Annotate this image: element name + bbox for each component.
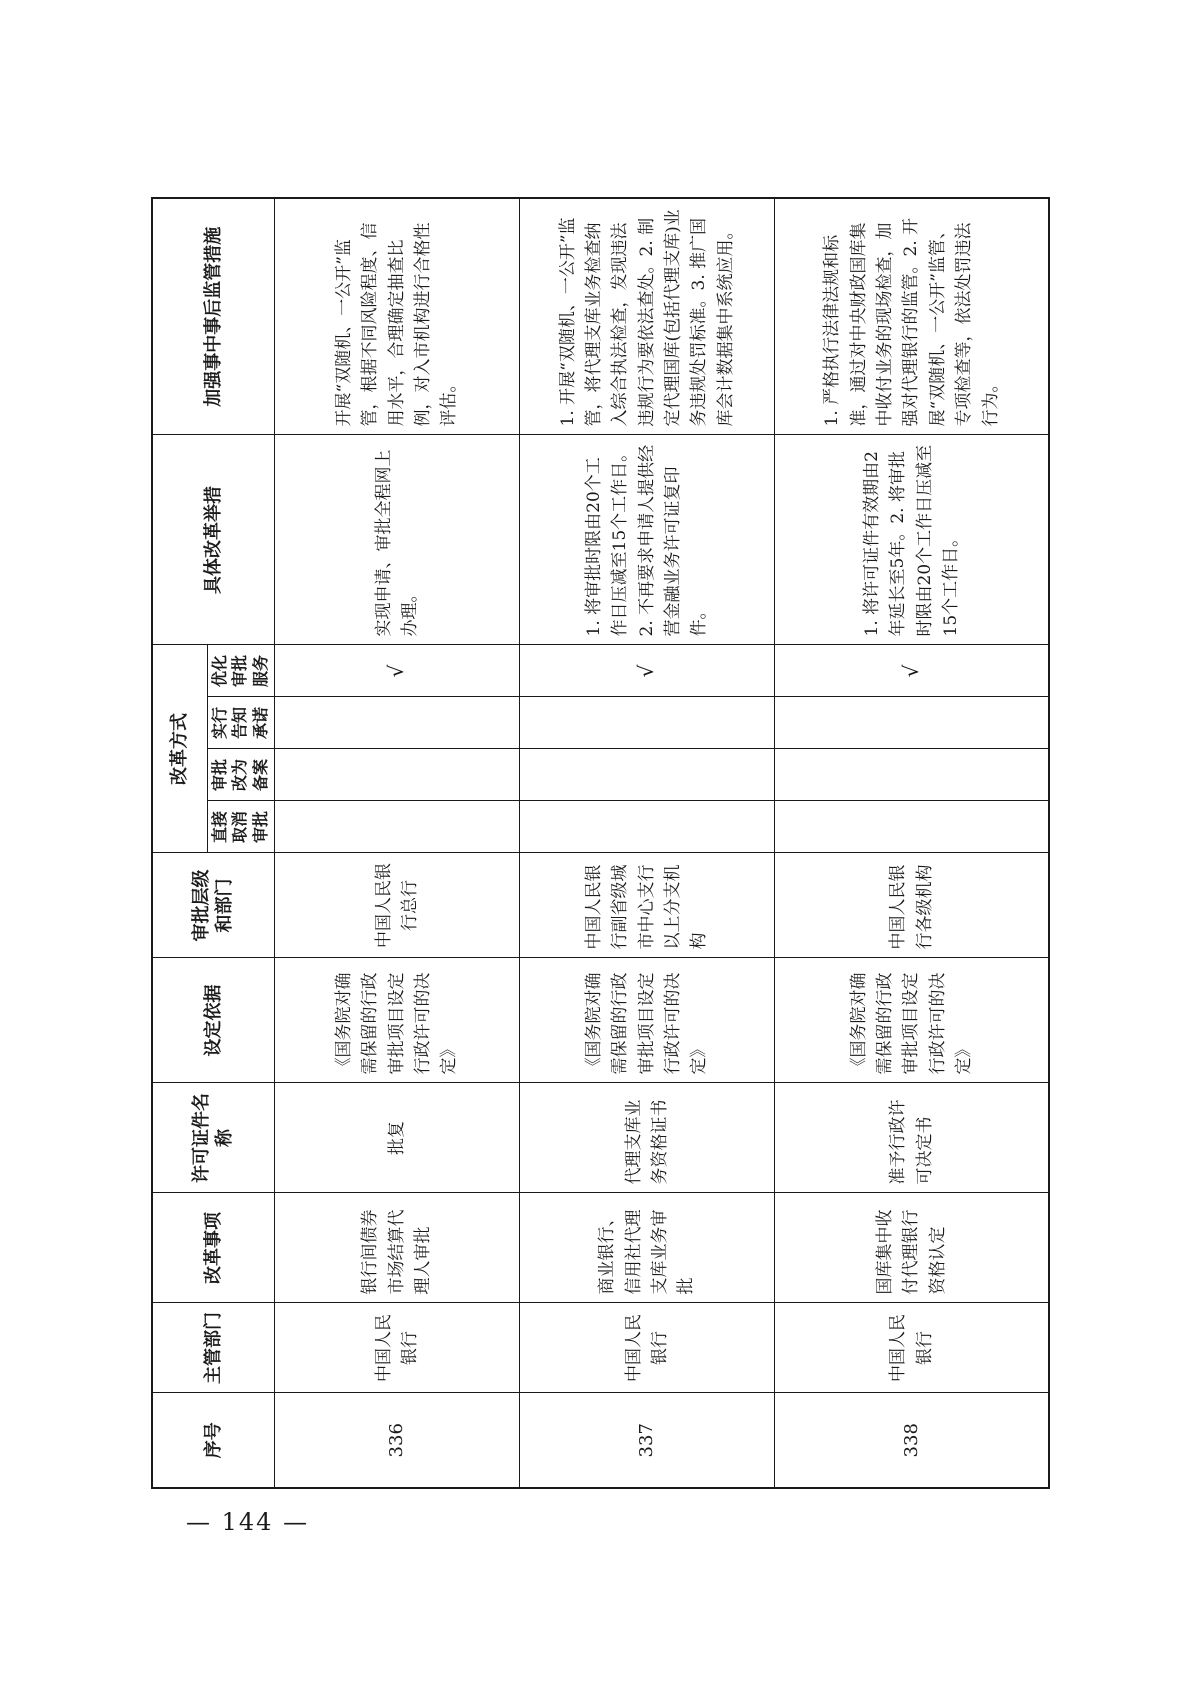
cell-license: 代理支库业务资格证书 <box>519 1083 774 1193</box>
cell-mode-notify <box>774 697 1049 749</box>
cell-item: 商业银行、信用社代理支库业务审批 <box>519 1193 774 1303</box>
cell-mode-filing <box>519 749 774 801</box>
cell-supervision: 开展“双随机、一公开”监管，根据不同风险程度、信用水平，合理确定抽查比例，对入市机构进行合格性评估。 <box>274 198 519 435</box>
cell-mode-notify <box>519 697 774 749</box>
cell-supervision: 1. 严格执行法律法规和标准，通过对中央财政国库集中收付业务的现场检查，加强对代理银行的监管。2. 开展“双随机、一公开”监管、专项检查等，依法处罚违法行为。 <box>774 198 1049 435</box>
cell-mode-filing <box>274 749 519 801</box>
cell-mode-optimize: √ <box>774 645 1049 697</box>
cell-measures: 1. 将许可证件有效期由2年延长至5年。2. 将审批时限由20个工作日压减至15个工作日。 <box>774 435 1049 645</box>
cell-mode-filing <box>774 749 1049 801</box>
cell-mode-optimize: √ <box>519 645 774 697</box>
table-row <box>519 198 774 1488</box>
cell-seq: 338 <box>774 1393 1049 1488</box>
header-dept: 主管部门 <box>152 1303 274 1393</box>
cell-dept: 中国人民银行 <box>519 1303 774 1393</box>
header-mode-filing: 审批改为备案 <box>207 749 274 801</box>
cell-level: 中国人民银行总行 <box>274 853 519 958</box>
header-level: 审批层级和部门 <box>152 853 274 958</box>
cell-measures: 1. 将审批时限由20个工作日压减至15个工作日。2. 不再要求申请人提供经营金融业务许可证复印件。 <box>519 435 774 645</box>
cell-supervision: 1. 开展“双随机、一公开”监管，将代理支库业务检查纳入综合执法检查，发现违法违规行为要依法查处。2. 制定代理国库(包括代理支库)业务违规处罚标准。3. 推广国库会计数据集中系统应用。 <box>519 198 774 435</box>
header-mode-optimize: 优化审批服务 <box>207 645 274 697</box>
cell-dept: 中国人民银行 <box>274 1303 519 1393</box>
table-row <box>774 198 1049 1488</box>
cell-seq: 336 <box>274 1393 519 1488</box>
cell-mode-cancel <box>274 801 519 853</box>
table-row <box>274 198 519 1488</box>
cell-mode-notify <box>274 697 519 749</box>
cell-item: 银行间债券市场结算代理人审批 <box>274 1193 519 1303</box>
header-supervision: 加强事中事后监管措施 <box>152 198 274 435</box>
cell-seq: 337 <box>519 1393 774 1488</box>
cell-license: 准予行政许可决定书 <box>774 1083 1049 1193</box>
cell-mode-cancel <box>774 801 1049 853</box>
cell-measures: 实现申请、审批全程网上办理。 <box>274 435 519 645</box>
cell-basis: 《国务院对确需保留的行政审批项目设定行政许可的决定》 <box>519 958 774 1083</box>
cell-level: 中国人民银行各级机构 <box>774 853 1049 958</box>
cell-license: 批复 <box>274 1083 519 1193</box>
cell-basis: 《国务院对确需保留的行政审批项目设定行政许可的决定》 <box>274 958 519 1083</box>
cell-item: 国库集中收付代理银行资格认定 <box>774 1193 1049 1303</box>
header-reform-mode: 改革方式 <box>152 645 207 853</box>
header-basis: 设定依据 <box>152 958 274 1083</box>
cell-level: 中国人民银行副省级城市中心支行以上分支机构 <box>519 853 774 958</box>
cell-mode-optimize: √ <box>274 645 519 697</box>
cell-dept: 中国人民银行 <box>774 1303 1049 1393</box>
cell-basis: 《国务院对确需保留的行政审批项目设定行政许可的决定》 <box>774 958 1049 1083</box>
header-row <box>152 198 207 1488</box>
header-seq: 序号 <box>152 1393 274 1488</box>
header-measures: 具体改革举措 <box>152 435 274 645</box>
reform-table <box>151 197 1050 1489</box>
rotated-table-container <box>151 199 1041 1489</box>
header-license: 许可证件名称 <box>152 1083 274 1193</box>
header-mode-cancel: 直接取消审批 <box>207 801 274 853</box>
header-item: 改革事项 <box>152 1193 274 1303</box>
header-mode-notify: 实行告知承诺 <box>207 697 274 749</box>
cell-mode-cancel <box>519 801 774 853</box>
page-number: — 144 — <box>186 1508 310 1536</box>
